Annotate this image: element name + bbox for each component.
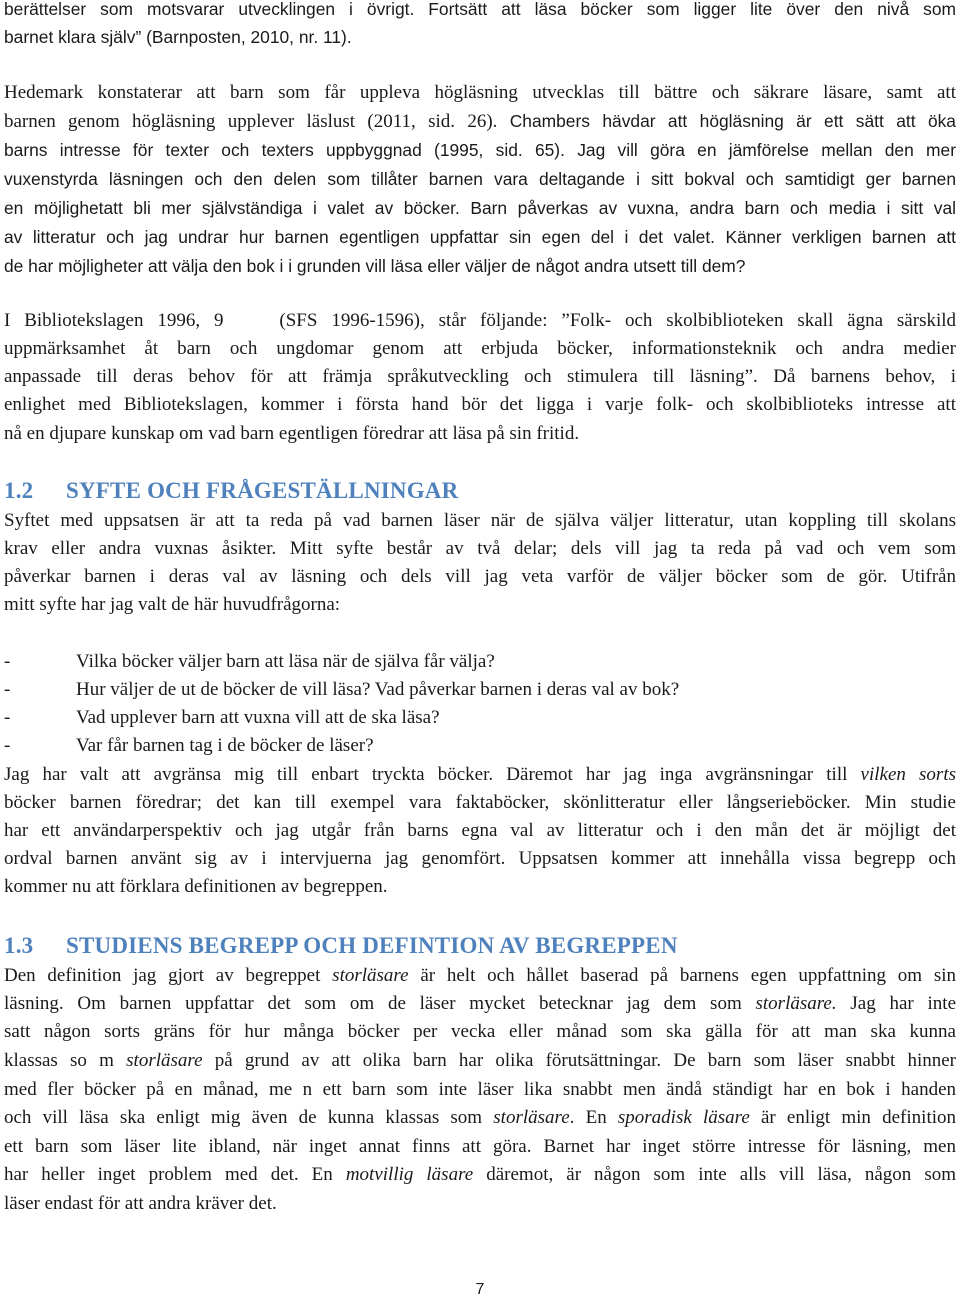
- paragraph-line: av litteratur och jag undrar hur barnen egentligen uppfattar sin egen del i det valet. Känner verkligen barnen att: [4, 227, 956, 247]
- paragraph-line: uppmärksamhet åt barn och ungdomar genom att erbjuda böcker, informationsteknik och andra medier: [4, 338, 956, 359]
- paragraph-text: Den definition jag gjort av begreppet: [4, 965, 333, 986]
- paragraph-line: påverkar barnen i deras val av läsning och dels vill jag veta varför de väljer böcker som de gör. Utifrån: [4, 566, 956, 587]
- paragraph-text: läsning. Om barnen uppfattar det som om de läser mycket betecknar jag dem som: [4, 993, 756, 1014]
- section-title: SYFTE OCH FRÅGESTÄLLNINGAR: [66, 478, 459, 503]
- paragraph-line: [4, 1047, 956, 1075]
- paragraph-line: [4, 107, 956, 136]
- paragraph-line: [4, 307, 956, 335]
- paragraph-line: Syftet med uppsatsen är att ta reda på vad barnen läser när de själva väljer litteratur, utan koppling till skolans: [4, 510, 956, 531]
- section-heading: [4, 933, 678, 959]
- paragraph-text-sans: Chambers hävdar att högläsning är ett sätt att öka: [509, 111, 956, 131]
- list-item-text: Var får barnen tag i de böcker de läser?: [76, 735, 374, 756]
- paragraph-line: vuxenstyrda läsningen och den delen som tillåter barnen vara deltagande i sitt bokval och samtidigt ger barnen: [4, 169, 956, 189]
- paragraph-text: är helt och hållet baserad på barnens egen uppfattning om sin: [408, 965, 957, 986]
- paragraph-text: Jag har valt att avgränsa mig till enbart tryckta böcker. Däremot har jag inga avgränsningar till: [4, 764, 861, 785]
- emphasis-text: vilken sorts: [860, 764, 956, 785]
- paragraph-text: klassas so m: [4, 1050, 127, 1071]
- paragraph-line: Hedemark konstaterar att barn som får uppleva högläsning utvecklas till bättre och säkrare läsare, samt att: [4, 82, 956, 103]
- paragraph-text: och vill läsa ska enligt mig även de kunna klassas som: [4, 1107, 494, 1128]
- list-item: [4, 648, 495, 676]
- paragraph-line: berättelser som motsvarar utvecklingen i övrigt. Fortsätt att läsa böcker som ligger lite över den nivå som: [4, 0, 956, 19]
- list-item-text: Vilka böcker väljer barn att läsa när de själva får välja?: [76, 651, 495, 672]
- section-title: STUDIENS BEGREPP OCH DEFINTION AV BEGREPPEN: [66, 933, 678, 958]
- paragraph-text: (SFS 1996-1596), står följande: ”Folk- och skolbiblioteken skall ägna särskild: [279, 310, 957, 331]
- paragraph-line: de har möjligheter att välja den bok i i grunden vill läsa eller väljer de något andra utsett till dem?: [4, 256, 746, 276]
- section-heading: [4, 478, 458, 504]
- paragraph-line: [4, 1161, 956, 1189]
- paragraph-line: ett barn som läser lite ibland, när inget annat finns att göra. Barnet har inget större intresse för läsning, men: [4, 1136, 956, 1157]
- paragraph-line: anpassade till deras behov för att främja språkutveckling och stimulera till läsning”. Då barnens behov, i: [4, 366, 956, 387]
- emphasis-text: motvillig läsare: [345, 1164, 474, 1185]
- list-item-text: Vad upplever barn att vuxna vill att de ska läsa?: [76, 707, 440, 728]
- paragraph-text: på grund av att olika barn har olika förutsättningar. De barn som läser snabbt hinner: [202, 1050, 957, 1071]
- paragraph-line: [4, 962, 956, 990]
- list-dash: -: [4, 651, 11, 672]
- list-item: [4, 704, 440, 732]
- emphasis-text: storläsare: [332, 965, 409, 986]
- paragraph-text: Jag har inte: [836, 993, 957, 1014]
- paragraph-line: böcker barnen föredrar; det kan till exempel vara faktaböcker, skönlitteratur eller långserieböcker. Min studie: [4, 792, 956, 813]
- paragraph-line: med fler böcker på en månad, me n ett barn som inte läser lika snabbt men ändå ständigt har en bok i handen: [4, 1079, 956, 1100]
- emphasis-text: storläsare.: [755, 993, 837, 1014]
- paragraph-line: [4, 1104, 956, 1132]
- paragraph-line: läser endast för att andra kräver det.: [4, 1193, 277, 1214]
- list-item: [4, 676, 679, 704]
- section-number: 1.2: [4, 478, 34, 503]
- list-dash: -: [4, 735, 11, 756]
- paragraph-line: ordval barnen använt sig av i intervjuerna jag genomfört. Uppsatsen kommer att innehålla vissa begrepp och: [4, 848, 956, 869]
- section-symbol: [237, 307, 265, 335]
- paragraph-line: barnet klara själv” (Barnposten, 2010, nr. 11).: [4, 27, 352, 47]
- paragraph-line: satt någon sorts gräns för hur många böcker per vecka eller månad som ska gälla för att man ska kunna: [4, 1021, 956, 1042]
- paragraph-text: . En: [569, 1107, 618, 1128]
- emphasis-text: storläsare: [493, 1107, 570, 1128]
- list-dash: -: [4, 707, 11, 728]
- list-item-text: Hur väljer de ut de böcker de vill läsa? Vad påverkar barnen i deras val av bok?: [76, 679, 680, 700]
- paragraph-text: däremot, är någon som inte alls vill läsa, någon som: [473, 1164, 956, 1185]
- paragraph-line: [4, 761, 956, 789]
- list-item: [4, 732, 374, 760]
- paragraph-line: har ett användarperspektiv och jag utgår från barns egna val av litteratur och i den mån det är möjligt det: [4, 820, 956, 841]
- paragraph-line: enlighet med Bibliotekslagen, kommer i första hand bör det ligga i varje folk- och skolbiblioteks intresse att: [4, 394, 956, 415]
- paragraph-line: nå en djupare kunskap om vad barn egentligen föredrar att läsa på sin fritid.: [4, 423, 580, 444]
- paragraph-text: I Bibliotekslagen 1996, 9: [4, 310, 224, 331]
- paragraph-line: barns intresse för texter och texters uppbyggnad (1995, sid. 65). Jag vill göra en jämförelse mellan den mer: [4, 140, 956, 160]
- paragraph-line: [4, 990, 956, 1018]
- paragraph-line: krav eller andra vuxnas åsikter. Mitt syfte består av två delar; dels vill jag ta reda på vad och vem som: [4, 538, 956, 559]
- emphasis-text: storläsare: [126, 1050, 203, 1071]
- list-dash: -: [4, 679, 11, 700]
- paragraph-line: kommer nu att förklara definitionen av begreppen.: [4, 876, 388, 897]
- paragraph-line: en möjlighetatt bli mer självständiga i valet av böcker. Barn påverkas av vuxna, andra barn och media i sitt val: [4, 198, 956, 218]
- paragraph-text: har heller inget problem med det. En: [4, 1164, 346, 1185]
- paragraph-text: är enligt min definition: [749, 1107, 956, 1128]
- paragraph-text-serif: barnen genom högläsning upplever läslust (2011, sid. 26).: [4, 111, 510, 132]
- page-number: 7: [475, 1281, 485, 1298]
- emphasis-text: sporadisk läsare: [617, 1107, 750, 1128]
- section-number: 1.3: [4, 933, 34, 958]
- paragraph-line: mitt syfte har jag valt de här huvudfrågorna:: [4, 594, 341, 615]
